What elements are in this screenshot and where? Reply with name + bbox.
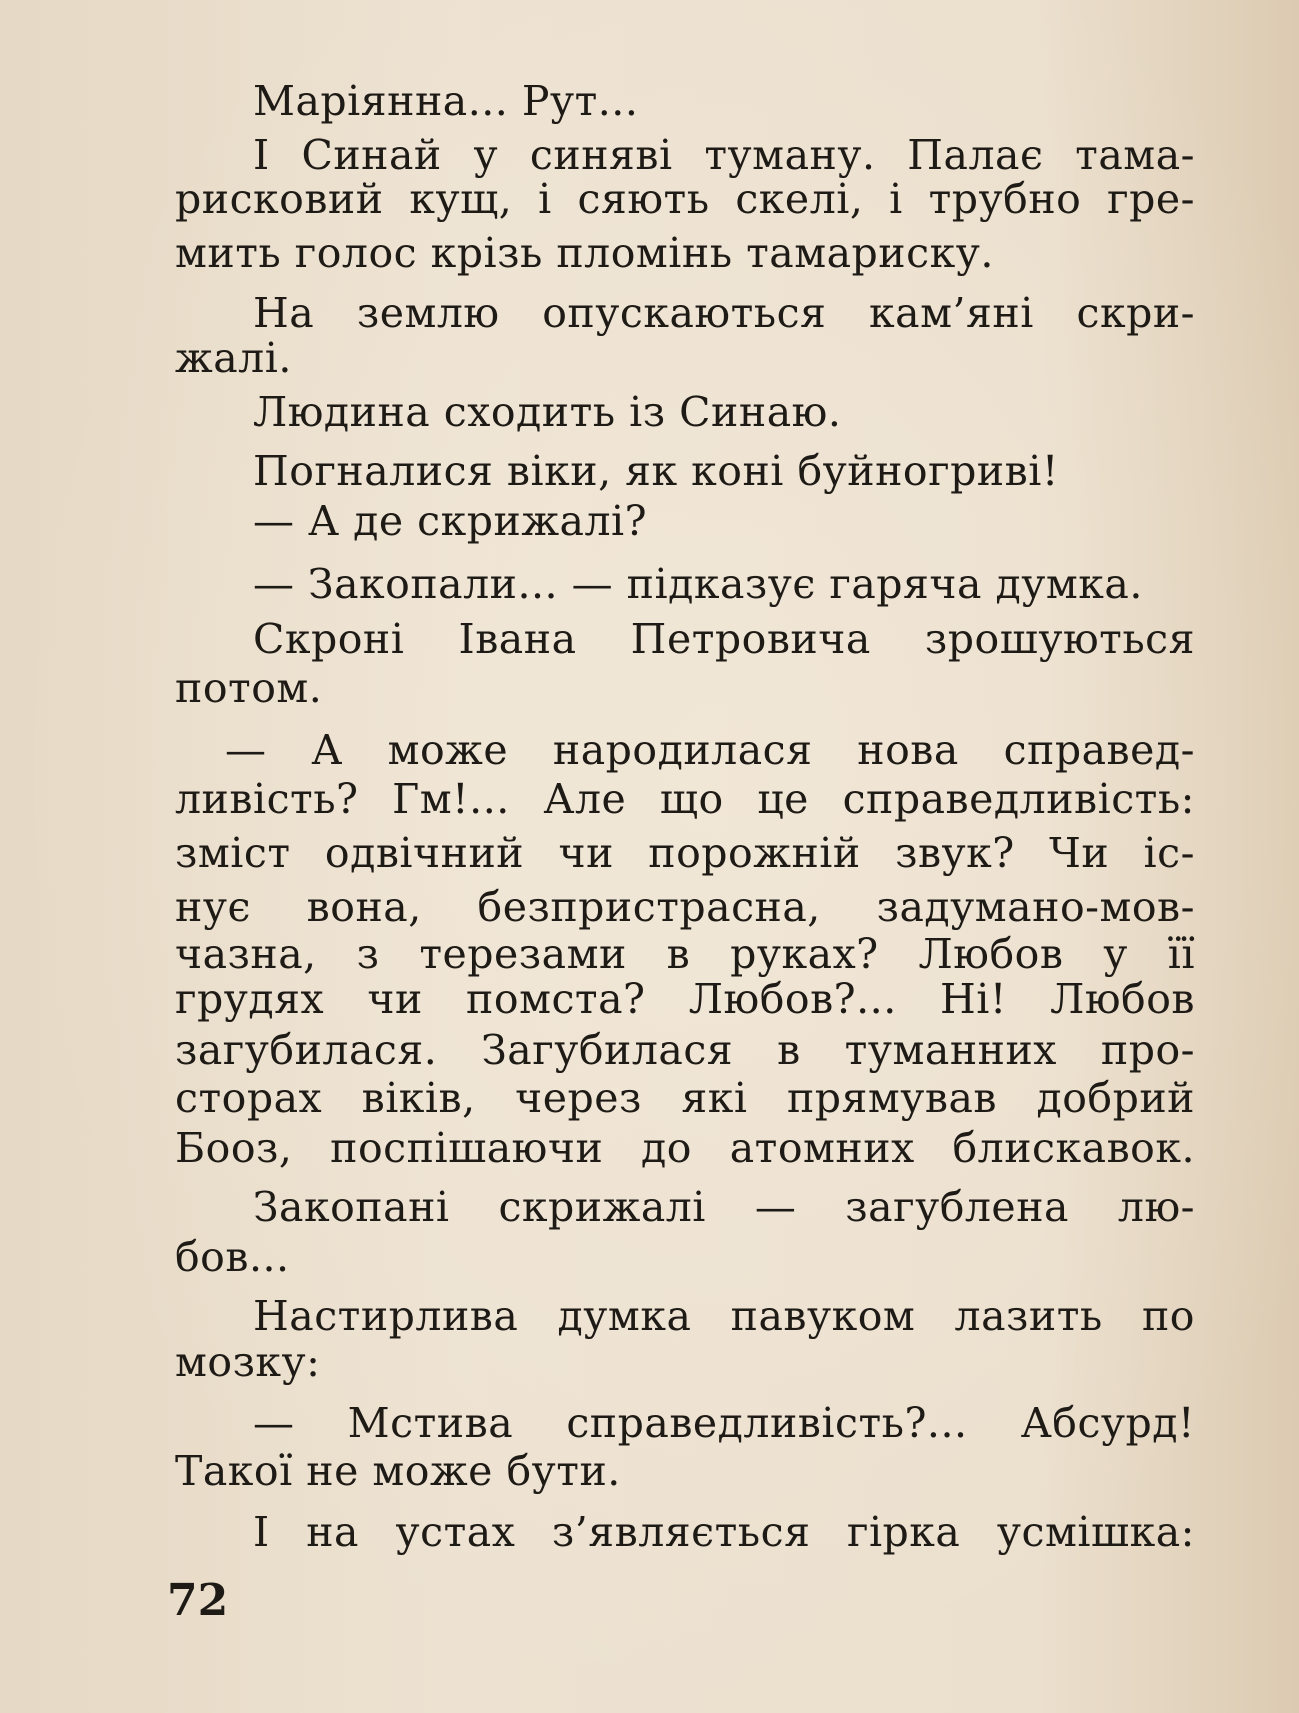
text-line: І Синай у синяві туману. Палає тама- xyxy=(253,131,1195,179)
text-line: грудях чи помста? Любов?... Ні! Любов xyxy=(175,975,1195,1023)
text-line: Погналися віки, як коні буйногриві! xyxy=(253,447,1059,495)
text-line: Людина сходить із Синаю. xyxy=(253,388,842,436)
text-line: Бооз, поспішаючи до атомних блискавок. xyxy=(175,1124,1195,1172)
text-line: зміст одвічний чи порожній звук? Чи іс- xyxy=(175,829,1195,877)
text-line: загубилася. Загубилася в туманних про- xyxy=(175,1026,1195,1074)
text-line: ливість? Гм!... Але що це справедливість: xyxy=(175,775,1195,823)
text-line: — А може народилася нова справед- xyxy=(225,726,1195,774)
text-line: Закопані скрижалі — загублена лю- xyxy=(253,1183,1195,1231)
text-line: Скроні Івана Петровича зрошуються xyxy=(253,615,1195,663)
text-line: На землю опускаються кам’яні скри- xyxy=(253,289,1195,337)
text-line: мозку: xyxy=(175,1338,321,1386)
text-line: І на устах з’являється гірка усмішка: xyxy=(253,1508,1195,1556)
text-line: — А де скрижалі? xyxy=(253,497,648,545)
text-line: чазна, з терезами в руках? Любов у її xyxy=(175,930,1195,978)
text-line: — Закопали... — підказує гаряча думка. xyxy=(253,560,1143,608)
text-line: нує вона, безпристрасна, задумано-мов- xyxy=(175,883,1195,931)
text-line: жалі. xyxy=(175,334,292,382)
text-line: мить голос крізь пломінь тамариску. xyxy=(175,229,994,277)
text-line: потом. xyxy=(175,664,323,712)
text-line: Маріянна... Рут... xyxy=(253,77,639,125)
text-line: — Мстива справедливість?... Абсурд! xyxy=(253,1399,1195,1447)
text-line: Настирлива думка павуком лазить по xyxy=(253,1292,1195,1340)
page-number: 72 xyxy=(167,1575,229,1626)
text-line: Такої не може бути. xyxy=(175,1447,621,1495)
text-line: бов... xyxy=(175,1233,290,1281)
text-line: сторах віків, через які прямував добрий xyxy=(175,1074,1195,1122)
text-line: рисковий кущ, і сяють скелі, і трубно гре- xyxy=(175,175,1195,223)
